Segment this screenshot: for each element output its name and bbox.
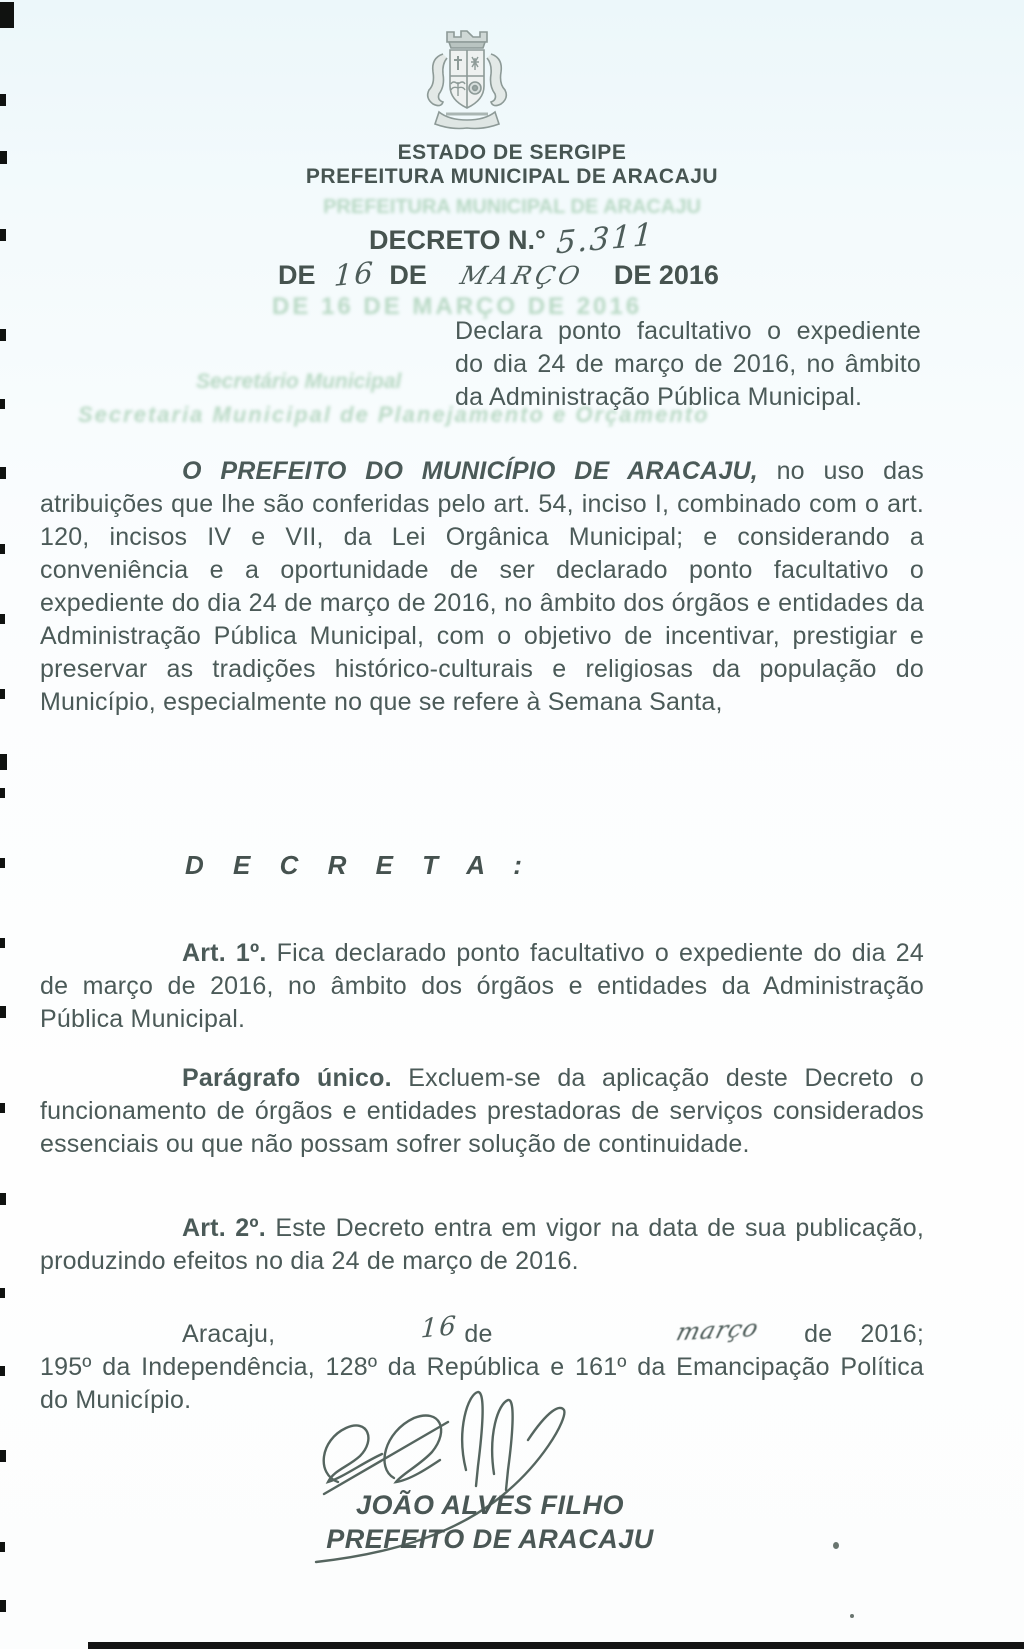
ghost-bleedthrough-line: Secretário Municipal	[196, 370, 402, 393]
article-2-lead: Art. 2º.	[182, 1214, 266, 1242]
scan-edge-mark	[0, 689, 5, 699]
scan-edge-mark	[0, 938, 5, 948]
signatory-name: JOÃO ALVES FILHO	[355, 1490, 625, 1520]
scan-edge-mark	[0, 754, 7, 770]
ghost-bleedthrough-line: PREFEITURA MUNICIPAL DE ARACAJU	[323, 196, 701, 218]
header-city-line: PREFEITURA MUNICIPAL DE ARACAJU	[305, 165, 719, 188]
scan-edge-mark	[0, 151, 7, 164]
scan-edge-mark	[0, 1193, 6, 1205]
scan-speck	[833, 1542, 839, 1549]
signatory-title: PREFEITO DE ARACAJU	[326, 1524, 654, 1554]
scan-edge-mark	[0, 1288, 5, 1298]
article-2-body: Este Decreto entra em vigor na data de sua publicação, produzindo efeitos no dia 24 de março de 2016.	[40, 1214, 924, 1275]
dateline-de: de	[464, 1320, 493, 1348]
ghost-bleedthrough-line: DE 16 DE MARÇO DE 2016	[272, 293, 643, 320]
sole-paragraph-lead: Parágrafo único.	[182, 1064, 392, 1092]
article-2-paragraph	[40, 1212, 924, 1278]
scan-edge-mark	[0, 1103, 5, 1113]
scan-speck	[850, 1614, 854, 1618]
decree-label: DECRETO N.°	[368, 225, 546, 255]
decree-date-line	[278, 257, 719, 291]
scan-edge-mark	[0, 858, 5, 868]
sole-paragraph-body: Excluem-se da aplicação deste Decreto o funcionamento de órgãos e entidades prestadoras de serviços considerados essenciais ou que não possam sofrer solução de continuidade.	[40, 1064, 924, 1158]
decree-title	[0, 216, 1024, 262]
decreta-heading: D E C R E T A :	[185, 850, 533, 880]
date-year-segment: DE 2016	[613, 260, 719, 290]
ghost-bleedthrough-line: Secretaria Municipal de Planejamento e Orçamento	[78, 402, 710, 427]
decree-summary: Declara ponto facultativo o expediente do dia 24 de março de 2016, no âmbito da Administração Pública Municipal.	[455, 317, 921, 411]
preamble-body: no uso das atribuições que lhe são conferidas pelo art. 54, inciso I, combinado com o art. 120, incisos IV e VII, da Lei Orgânica Municipal; e considerando a conveniência e a oportunidade de ser declarado ponto facultativo o expediente do dia 24 de março de 2016, no âmbito dos órgãos e entidades da Administração Pública Municipal, com o objetivo de incentivar, prestigiar e preservar as tradições histórico-culturais e religiosas da população do Município, especialmente no que se refere à Semana Santa,	[40, 457, 924, 716]
scan-edge-mark	[0, 1450, 6, 1462]
coat-of-arms-icon	[413, 24, 521, 142]
article-1-paragraph	[40, 937, 924, 1036]
dateline-prefix: Aracaju,	[182, 1320, 276, 1348]
scan-edge-mark	[0, 399, 5, 409]
scan-edge-mark	[0, 544, 5, 554]
date-day-handwritten: 16	[333, 255, 376, 293]
scan-edge-mark	[0, 614, 5, 624]
scan-edge-mark	[0, 329, 6, 341]
sole-paragraph	[40, 1062, 924, 1161]
dateline-day-handwritten: 16	[420, 1311, 459, 1345]
preamble-lead: O PREFEITO DO MUNICÍPIO DE ARACAJU,	[182, 457, 758, 485]
scan-bottom-bar	[88, 1642, 1024, 1649]
scan-edge-mark	[0, 1542, 5, 1552]
date-de-1: DE	[278, 260, 316, 290]
scan-edge-mark	[0, 94, 6, 106]
scan-edge-mark	[0, 1366, 5, 1376]
scan-edge-mark	[0, 1600, 6, 1612]
article-1-lead: Art. 1º.	[182, 939, 267, 967]
scan-edge-mark	[0, 2, 14, 28]
scan-edge-mark	[0, 1006, 6, 1018]
preamble-paragraph	[40, 455, 924, 719]
dateline-month-handwritten: março	[672, 1313, 762, 1347]
scan-edge-mark	[0, 467, 6, 479]
header-state-line: ESTADO DE SERGIPE	[397, 141, 627, 164]
scan-edge-mark	[0, 788, 5, 798]
scan-edge-mark	[0, 229, 6, 241]
date-month-handwritten: MARÇO	[457, 261, 588, 290]
date-de-2: DE	[389, 260, 427, 290]
dateline-rest: de 2016; 195º da Independência, 128º da República e 161º da Emancipação Política do Município.	[40, 1320, 924, 1414]
decree-number-handwritten: 5.311	[555, 216, 656, 262]
article-1-body: Fica declarado ponto facultativo o expediente do dia 24 de março de 2016, no âmbito dos órgãos e entidades da Administração Pública Municipal.	[40, 939, 924, 1033]
